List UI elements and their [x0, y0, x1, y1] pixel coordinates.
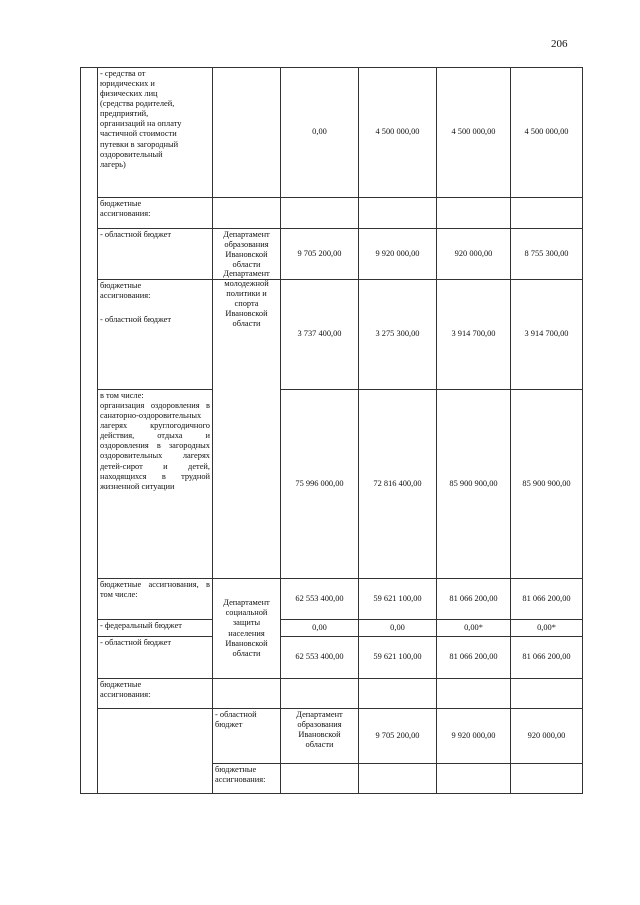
- row-description: - средства от юридических и физических лиц (средства родителей, предприятий, организаций на оплату частичной стоимости путевки в загородный оздоровительный лагерь): [98, 68, 213, 198]
- row-description-sub: - областной бюджет: [100, 315, 172, 325]
- department-cell: [213, 68, 281, 198]
- row-description-body: организация оздоровления в санаторно-оздоровительных лагерях круглогодичного действия, отдыха и оздоровления в загородных оздоровительных лагерях детей-сирот и детей, находящихся в трудной жизненной ситуации: [100, 401, 210, 491]
- value-cell: 85 900 900,00: [437, 390, 511, 579]
- table-row: [81, 229, 583, 280]
- value-cell: 59 621 100,00: [359, 579, 437, 620]
- row-description: - областной бюджет: [98, 229, 213, 280]
- value-cell: 0,00*: [511, 620, 583, 637]
- value-cell: 4 500 000,00: [511, 68, 583, 198]
- value-cell: 81 066 200,00: [437, 637, 511, 679]
- row-description: - федеральный бюджет: [98, 620, 213, 637]
- table-row: [81, 620, 583, 637]
- row-description: - областной бюджет: [98, 637, 213, 679]
- value-cell: 62 553 400,00: [281, 637, 359, 679]
- table-row: [81, 68, 583, 198]
- table-row: [81, 637, 583, 679]
- value-cell: 3 737 400,00: [281, 280, 359, 390]
- row-description-heading: бюджетные ассигнования:: [100, 281, 151, 301]
- value-cell: 81 066 200,00: [437, 579, 511, 620]
- value-cell: 3 914 700,00: [437, 280, 511, 390]
- value-cell: 0,00: [359, 620, 437, 637]
- row-description: бюджетные ассигнования, в том числе:: [98, 579, 213, 620]
- value-cell: 59 621 100,00: [359, 637, 437, 679]
- value-cell: 9 920 000,00: [437, 709, 511, 764]
- department-cell: Департамент молодежной политики и спорта Ивановской области: [213, 280, 281, 579]
- row-description: [98, 390, 213, 579]
- value-cell: 9 705 200,00: [359, 709, 437, 764]
- row-description: бюджетные ассигнования:: [213, 764, 281, 794]
- department-cell: Департамент социальной защиты населения Ивановской области: [213, 579, 281, 679]
- value-cell: 0,00: [281, 620, 359, 637]
- value-cell: 9 705 200,00: [281, 229, 359, 280]
- department-cell: Департамент образования Ивановской области: [213, 229, 281, 280]
- value-cell: 81 066 200,00: [511, 637, 583, 679]
- value-cell: 920 000,00: [511, 709, 583, 764]
- section-number-cell: [81, 68, 98, 794]
- value-cell: 4 500 000,00: [437, 68, 511, 198]
- budget-table: [80, 67, 583, 794]
- value-cell: 9 920 000,00: [359, 229, 437, 280]
- row-description-heading: в том числе:: [100, 391, 144, 400]
- value-cell: 3 275 300,00: [359, 280, 437, 390]
- value-cell: 920 000,00: [437, 229, 511, 280]
- value-cell: 4 500 000,00: [359, 68, 437, 198]
- value-cell: 0,00: [281, 68, 359, 198]
- row-description: бюджетные ассигнования:: [98, 198, 213, 229]
- value-cell: 72 816 400,00: [359, 390, 437, 579]
- value-cell: 8 755 300,00: [511, 229, 583, 280]
- table-row: [81, 198, 583, 229]
- table-row: [81, 579, 583, 620]
- value-cell: 3 914 700,00: [511, 280, 583, 390]
- table-row: [81, 679, 583, 709]
- value-cell: 85 900 900,00: [511, 390, 583, 579]
- row-description: бюджетные ассигнования:: [98, 679, 213, 709]
- table-row: [81, 709, 583, 764]
- section-number-cell: [98, 709, 213, 794]
- table-row: [81, 390, 583, 579]
- value-cell: 0,00*: [437, 620, 511, 637]
- value-cell: 75 996 000,00: [281, 390, 359, 579]
- value-cell: 81 066 200,00: [511, 579, 583, 620]
- department-cell: Департамент образования Ивановской области: [281, 709, 359, 764]
- page-number: 206: [551, 38, 568, 50]
- table-row: [81, 280, 583, 390]
- row-description: - областной бюджет: [213, 709, 281, 764]
- value-cell: 62 553 400,00: [281, 579, 359, 620]
- row-description: [98, 280, 213, 390]
